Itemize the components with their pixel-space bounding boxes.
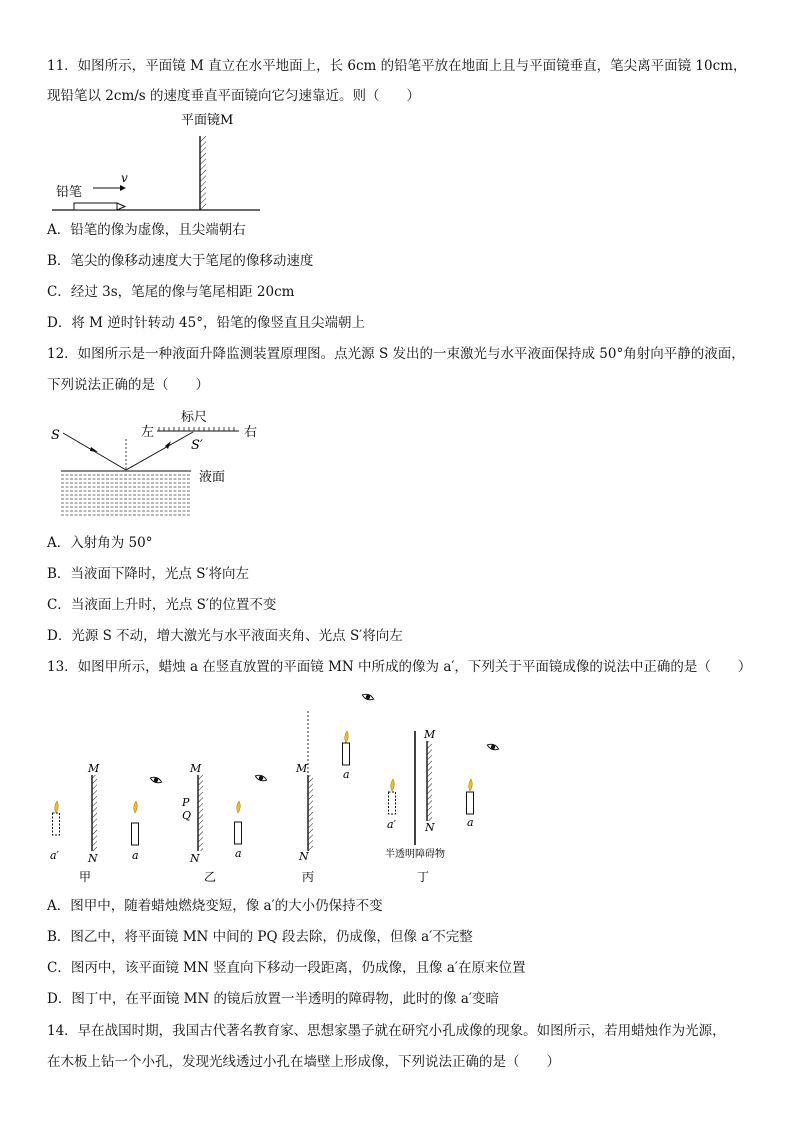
q12-spot-label: S′ [191,438,203,453]
q11-mirror-label: 平面镜M [181,113,234,128]
q13-stem-line1: 13．如图甲所示，蜡烛 a 在竖直放置的平面镜 MN 中所成的像为 a′，下列关于平面镜成像的说法中正确的是（ ） [47,659,752,675]
svg-text:a′: a′ [387,818,397,831]
q12-stem-line1: 12．如图所示是一种液面升降监测装置原理图。点光源 S 发出的一束激光与水平液面保持成 50°角射向平静的液面， [47,346,745,362]
candle-image-a-prime [389,779,396,814]
q12-option-d: D．光源 S 不动，增大激光与水平液面夹角、光点 S′将向左 [47,628,403,644]
svg-text:半透明障碍物: 半透明障碍物 [385,849,445,860]
q11-v-label: v [121,171,128,185]
svg-text:丁: 丁 [417,870,430,884]
svg-text:M: M [88,762,100,775]
candle-a [235,801,242,844]
q12-stem-line2: 下列说法正确的是（ ） [47,377,209,393]
q11-figure [47,108,267,218]
q11-option-d: D．将 M 逆时针转动 45°，铅笔的像竖直且尖端朝上 [47,315,365,331]
svg-text:a: a [235,847,242,860]
q12-figure [47,403,287,523]
svg-text:M: M [424,728,436,741]
q14-stem-line2: 在木板上钻一个小孔，发现光线透过小孔在墙壁上形成像，下列说法正确的是（ ） [47,1054,560,1070]
q11-stem-line2: 现铅笔以 2cm/s 的速度垂直平面镜向它匀速靠近。则（ ） [47,88,421,104]
q13-option-a: A．图甲中，随着蜡烛燃烧变短，像 a′的大小仍保持不变 [47,898,383,914]
q13-fig-ding [385,728,499,884]
svg-text:M: M [296,762,308,775]
q12-left-label: 左 [141,425,155,440]
candle-image-a-prime [53,801,60,835]
svg-text:a: a [132,849,139,862]
q13-option-b: B．图乙中，将平面镜 MN 中间的 PQ 段去除，仍成像，但像 a′不完整 [47,929,473,945]
svg-text:M: M [190,762,202,775]
q11-pencil-label: 铅笔 [56,185,83,200]
svg-text:N: N [425,821,435,834]
q11-option-b: B．笔尖的像移动速度大于笔尾的像移动速度 [47,253,314,269]
q12-liquid-label: 液面 [199,470,226,485]
svg-text:乙: 乙 [204,870,217,884]
svg-text:a: a [467,816,474,829]
svg-text:a′: a′ [50,849,60,862]
q13-fig-bing [295,693,374,884]
svg-text:N: N [190,852,200,865]
q11-arrowhead [120,185,126,191]
q13-fig-jia [50,762,162,884]
svg-text:Q: Q [182,809,192,822]
q12-liquid [61,475,191,515]
q12-option-b: B．当液面下降时，光点 S′将向左 [47,566,250,582]
q11-stem-line1: 11．如图所示，平面镜 M 直立在水平地面上，长 6cm 的铅笔平放在地面上且与平面镜垂直，笔尖离平面镜 10cm， [47,58,747,74]
svg-text:N: N [88,852,98,865]
candle-a [343,731,350,765]
q13-fig-yi [181,762,267,884]
candle-a [467,779,474,814]
q12-ruler [157,427,239,431]
q13-option-c: C．图丙中，该平面镜 MN 竖直向下移动一段距离，仍成像，且像 a′在原来位置 [47,960,526,976]
q12-laser-path [63,432,193,470]
svg-text:丙: 丙 [302,870,315,884]
q13-option-d: D．图丁中，在平面镜 MN 的镜后放置一半透明的障碍物，此时的像 a′变暗 [47,991,499,1007]
q13-figure [40,683,520,888]
svg-text:P: P [182,796,190,809]
q12-option-c: C．当液面上升时，光点 S′的位置不变 [47,597,277,613]
q11-option-c: C．经过 3s，笔尾的像与笔尾相距 20cm [47,284,295,300]
candle-a [132,801,139,845]
q12-ruler-label: 标尺 [181,410,208,425]
q12-source-label: S [51,428,60,443]
q14-stem-line1: 14．早在战国时期，我国古代著名教育家、思想家墨子就在研究小孔成像的现象。如图所示，若用蜡烛作为光源， [47,1023,726,1039]
svg-text:N: N [299,850,309,863]
q12-option-a: A．入射角为 50° [47,535,153,551]
q11-option-a: A．铅笔的像为虚像，且尖端朝右 [47,222,246,238]
q12-right-label: 右 [244,425,258,440]
q11-mirror-hatch [200,136,206,210]
svg-text:甲: 甲 [79,870,92,884]
svg-text:a: a [343,768,350,781]
q11-pencil [74,203,125,210]
